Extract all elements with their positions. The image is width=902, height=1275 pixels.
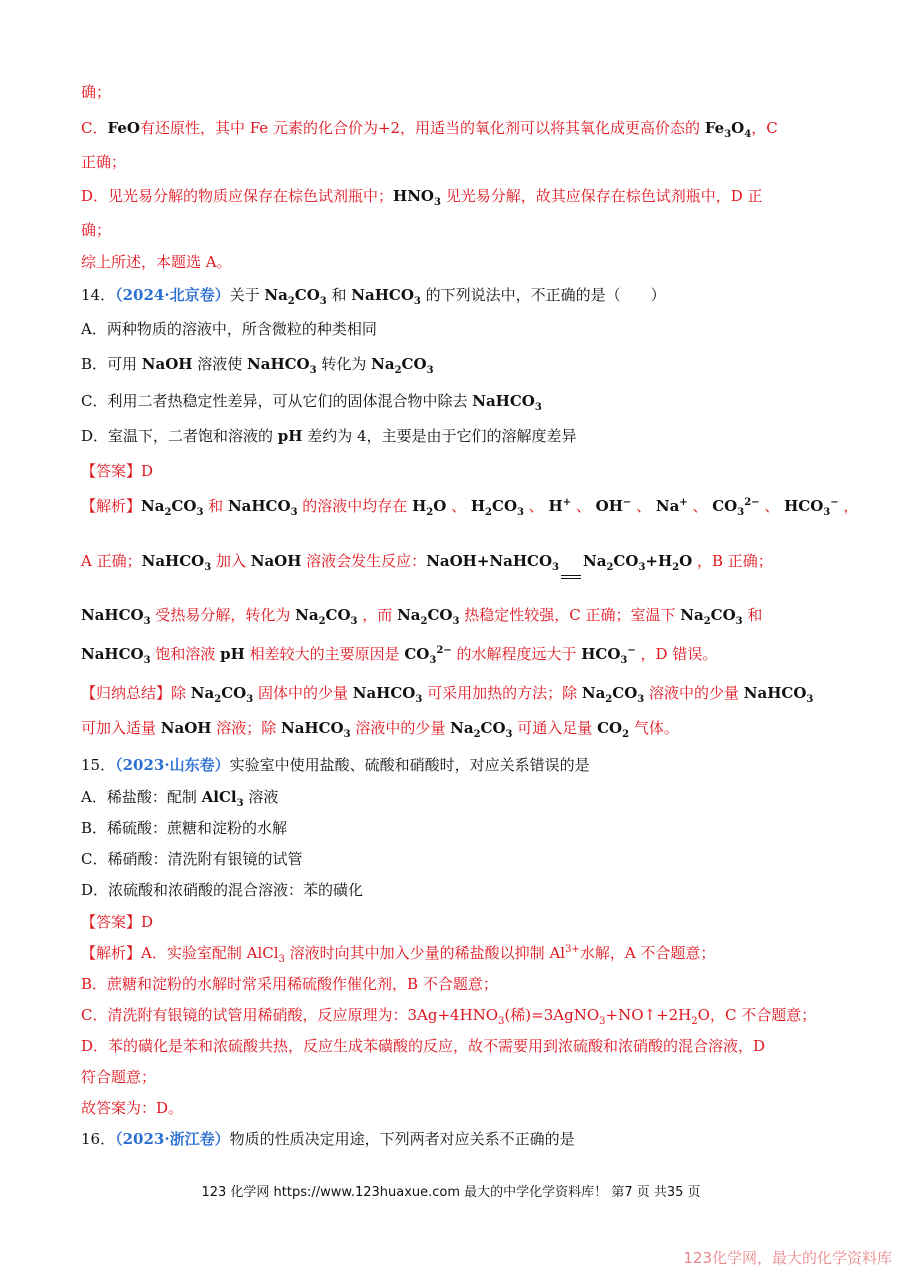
q14-explain-1: 【解析】$Na_2CO_3$ 和 NaHCO$_3$ 的溶液中均存在 $H_2O$ 、 $H_2CO_3$ 、 H+ 、 OH− 、 Na+ 、 $CO_3^{2-}$ 、 $HCO_3^-$ ， <box>81 497 859 518</box>
line-correct-3: 确； <box>81 221 112 239</box>
q14-summary-2: 可加入适量 NaOH 溶液；除 NaHCO$_3$ 溶液中的少量 $Na_2CO_3$ 可通入足量 $CO_2$ 气体。 <box>81 719 679 740</box>
q15-option-c: C．稀硝酸：清洗附有银镜的试管 <box>81 850 303 868</box>
q15-answer: 【答案】D <box>81 913 154 931</box>
q14-option-a: A．两种物质的溶液中，所含微粒的种类相同 <box>81 320 377 338</box>
q14-explain-2: A 正确；NaHCO$_3$ 加入 NaOH 溶液会发生反应：NaOH+NaHCO$_3$ $Na_2CO_3+H_2O$ ，B 正确； <box>81 552 773 573</box>
q15-explain-c: C．清洗附有银镜的试管用稀硝酸，反应原理为：$3Ag+4HNO_3$(稀)$=3AgNO_3+NO↑+2H_2O$，C 不合题意； <box>81 1006 817 1027</box>
question-16-stem: 16．（2023·浙江卷）物质的性质决定用途，下列两者对应关系不正确的是 <box>81 1130 575 1148</box>
option-d-explain: D．见光易分解的物质应保存在棕色试剂瓶中；$HNO_3$ 见光易分解，故其应保存在棕色试剂瓶中，D 正 <box>81 187 763 208</box>
q15-explain-d: D．苯的磺化是苯和浓硫酸共热，反应生成苯磺酸的反应，故不需要用到浓硫酸和浓硝酸的混合溶液，D <box>81 1037 766 1055</box>
q15-option-a: A．稀盐酸：配制 AlCl$_3$ 溶液 <box>81 788 279 809</box>
q15-explain-d-cont: 符合题意； <box>81 1068 157 1086</box>
q14-option-c: C．利用二者热稳定性差异，可从它们的固体混合物中除去 NaHCO$_3$ <box>81 392 542 413</box>
q15-explain-a: 【解析】A．实验室配制 AlCl$_3$ 溶液时向其中加入少量的稀盐酸以抑制 $Al^{3+}$水解，A 不合题意； <box>81 944 716 965</box>
q15-option-b: B．稀硫酸：蔗糖和淀粉的水解 <box>81 819 288 837</box>
question-14-stem: 14．（2024·北京卷）关于 $Na_2CO_3$ 和 NaHCO$_3$ 的下列说法中，不正确的是（ ） <box>81 286 666 307</box>
q14-option-d: D．室温下，二者饱和溶液的 pH 差约为 4，主要是由于它们的溶解度差异 <box>81 427 577 445</box>
line-correct-2: 正确； <box>81 153 127 171</box>
q15-final-answer: 故答案为：D。 <box>81 1099 184 1117</box>
q15-explain-b: B．蔗糖和淀粉的水解时常采用稀硫酸作催化剂，B 不合题意； <box>81 975 498 993</box>
q14-answer: 【答案】D <box>81 462 154 480</box>
summary-line: 综上所述，本题选 A。 <box>81 253 232 271</box>
option-c-explain: C．FeO有还原性，其中 Fe 元素的化合价为+2，用适当的氧化剂可以将其氧化成更高价态的 $Fe_3O_4$，C <box>81 119 778 140</box>
q14-option-b: B．可用 NaOH 溶液使 NaHCO$_3$ 转化为 $Na_2CO_3$ <box>81 355 434 376</box>
question-15-stem: 15．（2023·山东卷）实验室中使用盐酸、硫酸和硝酸时，对应关系错误的是 <box>81 756 590 774</box>
q14-summary-1: 【归纳总结】除 $Na_2CO_3$ 固体中的少量 NaHCO$_3$ 可采用加热的方法；除 $Na_2CO_3$ 溶液中的少量 NaHCO$_3$ <box>81 684 814 705</box>
q15-option-d: D．浓硫酸和浓硝酸的混合溶液：苯的磺化 <box>81 881 364 899</box>
line-correct-1: 确； <box>81 83 112 101</box>
watermark: 123化学网，最大的化学资料库 <box>683 1249 892 1267</box>
q14-explain-3: NaHCO$_3$ 受热易分解，转化为 $Na_2CO_3$ ，而 $Na_2CO_3$ 热稳定性较强，C 正确；室温下 $Na_2CO_3$ 和 <box>81 606 763 627</box>
q14-explain-4: NaHCO$_3$ 饱和溶液 pH 相差较大的主要原因是 $CO_3^{2-}$ 的水解程度远大于 $HCO_3^-$ ，D 错误。 <box>81 645 718 666</box>
page-footer: 123 化学网 https://www.123huaxue.com 最大的中学化学资料库！ 第7 页 共35 页 <box>201 1185 701 1200</box>
